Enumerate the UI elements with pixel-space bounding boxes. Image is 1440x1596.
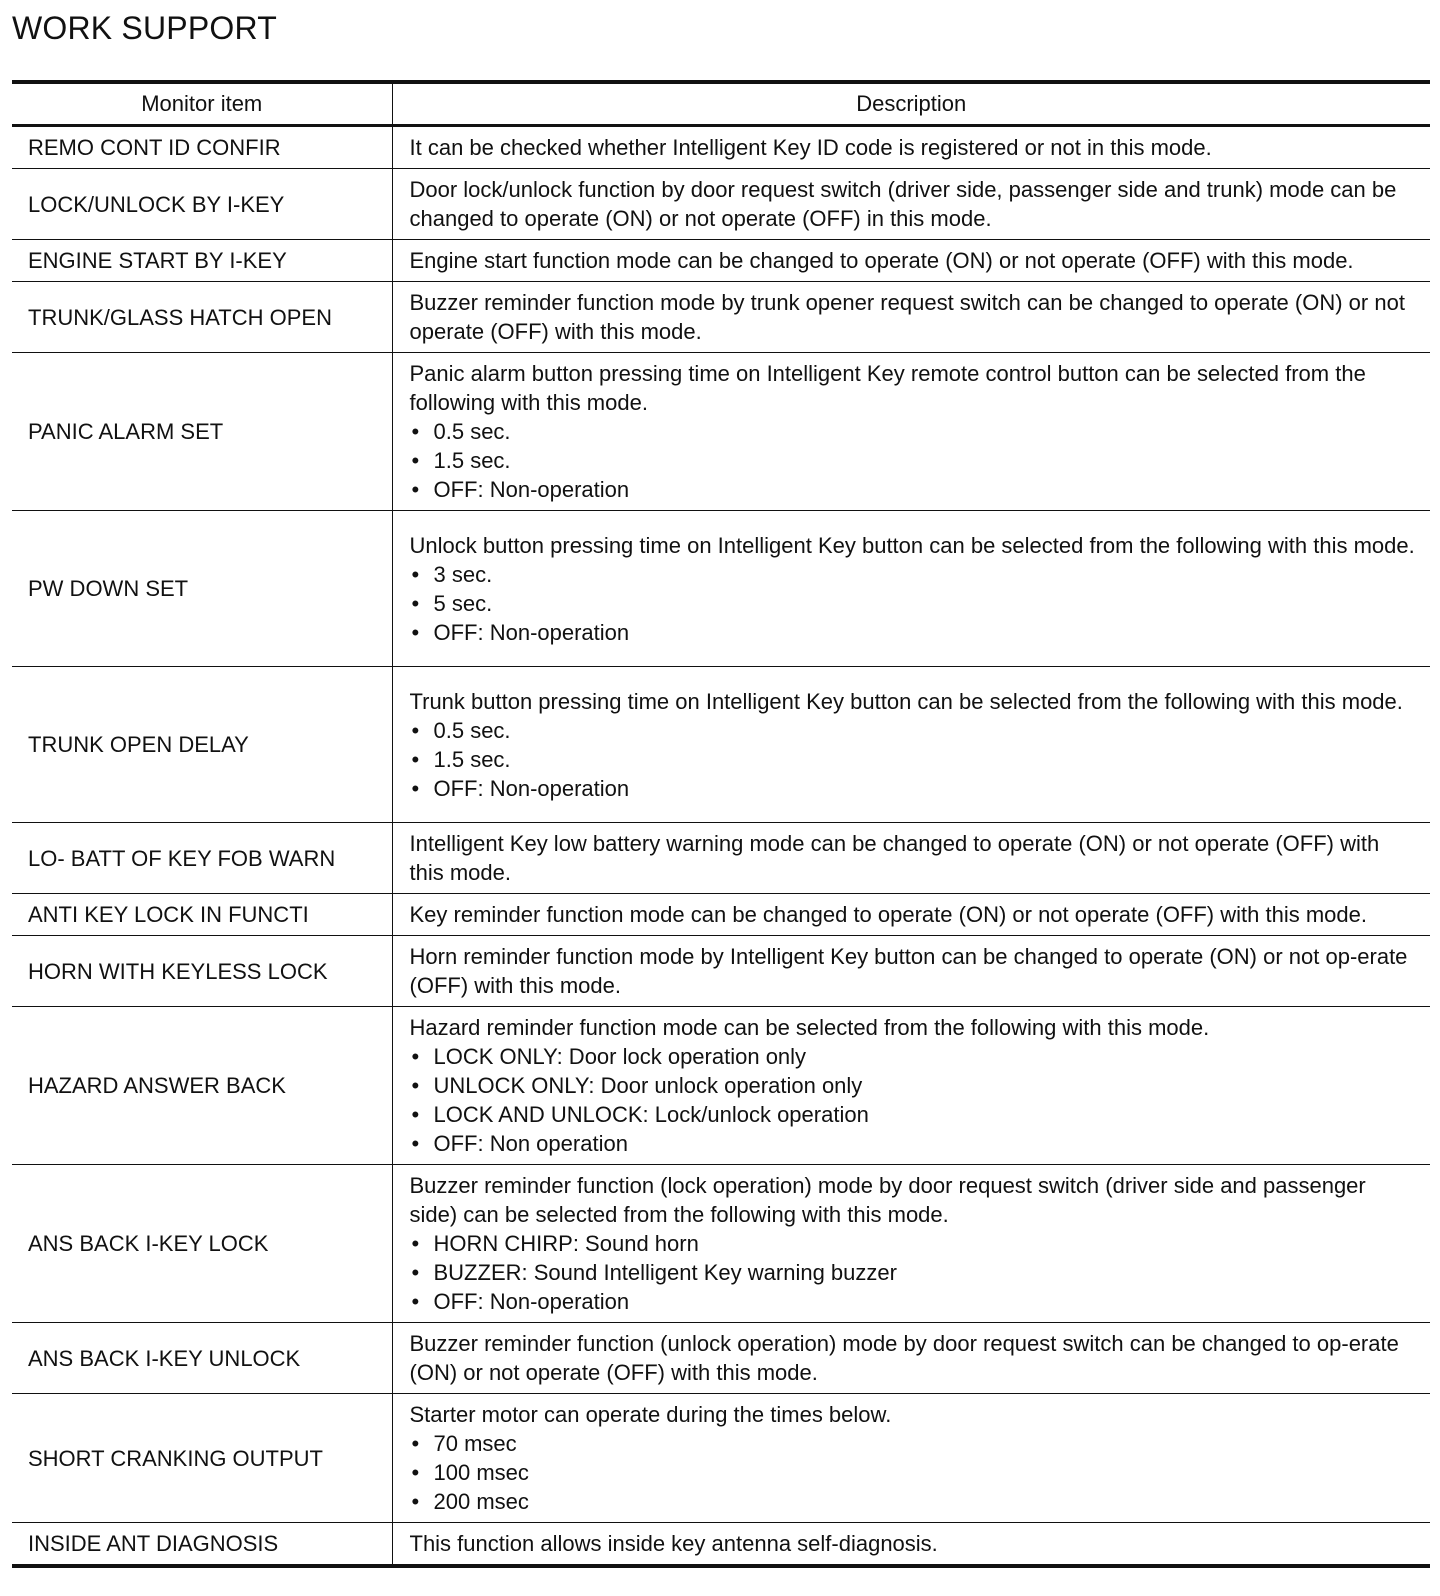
table-row [12, 1007, 1430, 1165]
monitor-item-cell: PW DOWN SET [12, 511, 392, 667]
option-item: • 200 msec [410, 1487, 1419, 1516]
table-row [12, 823, 1430, 894]
description-cell [392, 1007, 1430, 1165]
option-item: • HORN CHIRP: Sound horn [410, 1229, 1419, 1258]
table-row [12, 1323, 1430, 1394]
option-list [410, 716, 1419, 803]
table-row [12, 353, 1430, 511]
monitor-item-cell: TRUNK OPEN DELAY [12, 667, 392, 823]
monitor-item-cell: INSIDE ANT DIAGNOSIS [12, 1523, 392, 1567]
monitor-item-cell: ENGINE START BY I-KEY [12, 240, 392, 282]
monitor-item-cell: HORN WITH KEYLESS LOCK [12, 936, 392, 1007]
table-row [12, 1165, 1430, 1323]
description-text: Trunk button pressing time on Intelligent Key button can be selected from the following with this mode. [409, 688, 1403, 714]
table-row [12, 240, 1430, 282]
description-text: This function allows inside key antenna self-diagnosis. [409, 1531, 938, 1556]
table-row [12, 511, 1430, 667]
option-item: • 70 msec [410, 1429, 1419, 1458]
description-cell [392, 936, 1430, 1007]
description-cell [392, 894, 1430, 936]
description-cell [392, 169, 1430, 240]
description-cell [392, 282, 1430, 353]
table-row [12, 1523, 1430, 1567]
table-row [12, 894, 1430, 936]
option-item: • OFF: Non-operation [410, 774, 1419, 803]
table-header-row [12, 82, 1430, 126]
option-item: • 0.5 sec. [410, 417, 1419, 446]
monitor-item-cell: TRUNK/GLASS HATCH OPEN [12, 282, 392, 353]
table-row [12, 169, 1430, 240]
table-row [12, 126, 1430, 169]
description-text: It can be checked whether Intelligent Key ID code is registered or not in this mode. [409, 135, 1212, 160]
option-list [410, 1429, 1419, 1516]
table-row [12, 667, 1430, 823]
option-item: • 100 msec [410, 1458, 1419, 1487]
monitor-item-cell: HAZARD ANSWER BACK [12, 1007, 392, 1165]
option-list [410, 560, 1419, 647]
option-item: • 5 sec. [410, 589, 1419, 618]
description-cell [392, 823, 1430, 894]
page-title: WORK SUPPORT [12, 10, 277, 46]
option-item: • LOCK ONLY: Door lock operation only [410, 1042, 1419, 1071]
description-text: Buzzer reminder function mode by trunk opener request switch can be changed to operate (ON) or not operate (OFF) with this mode. [409, 290, 1405, 344]
option-item: • 0.5 sec. [410, 716, 1419, 745]
monitor-item-cell: SHORT CRANKING OUTPUT [12, 1394, 392, 1523]
option-list [410, 1229, 1419, 1316]
monitor-item-cell: PANIC ALARM SET [12, 353, 392, 511]
description-cell [392, 667, 1430, 823]
description-text: Engine start function mode can be changed to operate (ON) or not operate (OFF) with this mode. [409, 248, 1354, 273]
option-item: • OFF: Non-operation [410, 475, 1419, 504]
monitor-item-cell: ANS BACK I-KEY UNLOCK [12, 1323, 392, 1394]
description-text: Intelligent Key low battery warning mode can be changed to operate (ON) or not operate (OFF) with this mode. [409, 831, 1380, 885]
description-text: Key reminder function mode can be changed to operate (ON) or not operate (OFF) with this mode. [409, 902, 1367, 927]
description-text: Hazard reminder function mode can be selected from the following with this mode. [409, 1015, 1210, 1040]
option-item: • BUZZER: Sound Intelligent Key warning buzzer [410, 1258, 1419, 1287]
description-cell [392, 353, 1430, 511]
description-text: Horn reminder function mode by Intelligent Key button can be changed to operate (ON) or not op-erate (OFF) with this mode. [409, 944, 1408, 998]
work-support-table [12, 80, 1430, 1568]
description-cell [392, 511, 1430, 667]
description-text: Starter motor can operate during the times below. [409, 1402, 892, 1427]
description-cell [392, 1523, 1430, 1567]
table-row [12, 282, 1430, 353]
description-text: Door lock/unlock function by door request switch (driver side, passenger side and trunk) mode can be changed to operate (ON) or not operate (OFF) in this mode. [409, 177, 1397, 231]
header-monitor-item: Monitor item [12, 82, 392, 126]
monitor-item-cell: LOCK/UNLOCK BY I-KEY [12, 169, 392, 240]
description-cell [392, 1165, 1430, 1323]
monitor-item-cell: REMO CONT ID CONFIR [12, 126, 392, 169]
description-text: Panic alarm button pressing time on Intelligent Key remote control button can be selected from the following with this mode. [409, 361, 1366, 415]
monitor-item-cell: LO- BATT OF KEY FOB WARN [12, 823, 392, 894]
option-item: • OFF: Non operation [410, 1129, 1419, 1158]
description-text: Buzzer reminder function (unlock operation) mode by door request switch can be changed to op-erate (ON) or not operate (OFF) with this mode. [409, 1331, 1399, 1385]
description-cell [392, 240, 1430, 282]
option-item: • LOCK AND UNLOCK: Lock/unlock operation [410, 1100, 1419, 1129]
monitor-item-cell: ANS BACK I-KEY LOCK [12, 1165, 392, 1323]
monitor-item-cell: ANTI KEY LOCK IN FUNCTI [12, 894, 392, 936]
option-item: • OFF: Non-operation [410, 1287, 1419, 1316]
option-item: • OFF: Non-operation [410, 618, 1419, 647]
table-row [12, 936, 1430, 1007]
description-text: Unlock button pressing time on Intelligent Key button can be selected from the following with this mode. [409, 532, 1415, 558]
header-description: Description [392, 82, 1430, 126]
description-text: Buzzer reminder function (lock operation) mode by door request switch (driver side and passenger side) can be selected from the following with this mode. [409, 1173, 1366, 1227]
option-list [410, 417, 1419, 504]
table-body [12, 126, 1430, 1567]
option-item: • 3 sec. [410, 560, 1419, 589]
description-cell [392, 1323, 1430, 1394]
option-item: • 1.5 sec. [410, 446, 1419, 475]
table-row [12, 1394, 1430, 1523]
option-item: • 1.5 sec. [410, 745, 1419, 774]
description-cell [392, 126, 1430, 169]
option-list [410, 1042, 1419, 1158]
option-item: • UNLOCK ONLY: Door unlock operation only [410, 1071, 1419, 1100]
description-cell [392, 1394, 1430, 1523]
